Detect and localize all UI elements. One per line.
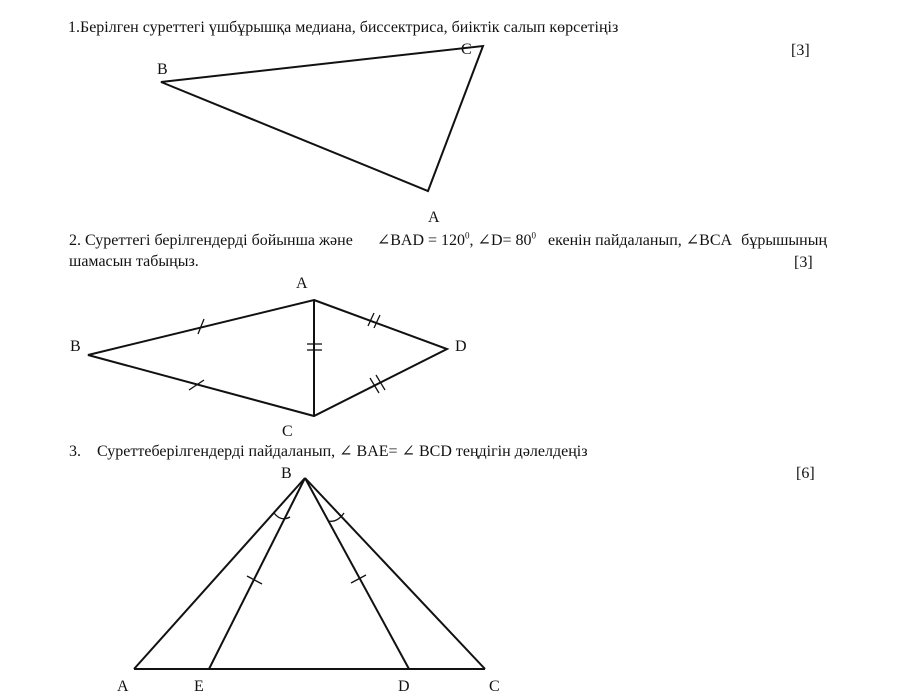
task3-text-start: Суреттеберілгендерді пайдаланып, [97,443,336,460]
segment-be [209,478,305,669]
bae-value: BAE= [356,443,398,460]
task1-label-a: A [428,209,440,226]
task3-number: 3. [69,443,81,460]
task3-label-b: B [281,465,292,482]
task2-label-a: A [296,275,308,292]
degree-mark: 0 [465,230,470,241]
task1-label-c: C [461,41,472,58]
task2-label-c: C [282,423,293,440]
task2-line1-start: 2. Суреттегі берілгендерді бойынша және [69,232,353,249]
segment-bd [305,478,409,669]
task2-label-b: B [70,338,81,355]
task2-score: [3] [794,254,813,271]
side-bc [305,478,485,669]
bca-value: BCA [699,232,732,249]
bcd-value: BCD теңдігін дәлелдеңіз [418,443,588,460]
side-ab [134,478,305,669]
task2-line1-end: бұрышының [741,232,828,249]
task2-line1-mid: екенін пайдаланып, [548,232,682,249]
task2-line2: шамасын табыңыз. [69,253,199,270]
task3-label-e: E [194,678,204,695]
task3-label-d: D [398,678,410,695]
task2-line1: 2. Суреттегі берілгендерді бойынша және ∠BAD = $120^0$, ∠D= $80^0$ екенін пайдаланып, ∠BCA бұрышының [69,230,828,249]
task3-score: [6] [796,465,815,482]
degree-mark: 0 [531,230,537,241]
task1-score: [3] [791,42,810,59]
task3-label-c: C [489,678,500,695]
task3-label-a: A [117,678,129,695]
angle-symbol: ∠ [477,232,491,249]
task1-label-b: B [157,61,168,78]
bad-value: BAD = 120 [390,232,466,249]
task2-label-d: D [455,338,467,355]
d-value: D= 80 [490,232,532,249]
angle-symbol: ∠ [339,443,353,460]
task1-text: 1.Берілген суреттегі үшбұрышқа медиана, биссектриса, биіктік салып көрсетіңіз [68,19,619,36]
angle-symbol: ∠ [685,232,700,249]
angle-symbol: ∠ [376,232,391,249]
angle-symbol: ∠ [401,443,415,460]
